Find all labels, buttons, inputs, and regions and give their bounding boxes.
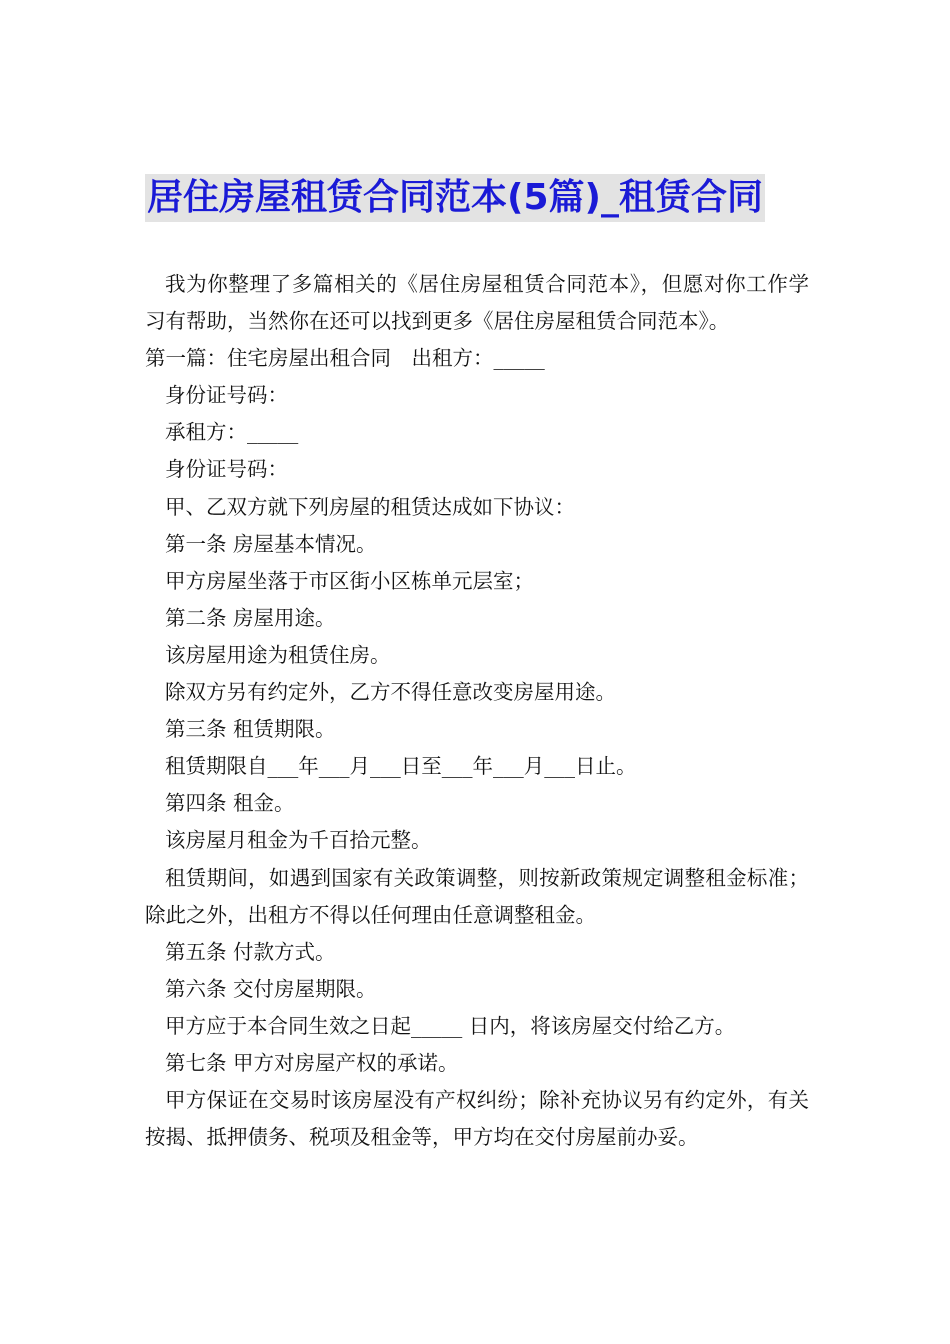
agreement-intro: 甲、乙双方就下列房屋的租赁达成如下协议： <box>165 494 575 519</box>
article-heading: 第五条 付款方式。 <box>165 939 336 964</box>
document-body <box>145 266 809 1156</box>
article-text: 该房屋用途为租赁住房。 <box>165 642 391 667</box>
article-paragraph: 甲方保证在交易时该房屋没有产权纠纷；除补充协议另有约定外，有关按揭、抵押债务、税项及租金等，甲方均在交付房屋前办妥。 <box>145 1088 809 1150</box>
article-heading: 第三条 租赁期限。 <box>165 717 336 742</box>
chapter-heading: 第一篇：住宅房屋出租合同 出租方：_____ <box>145 346 545 371</box>
article-heading: 第四条 租金。 <box>165 791 295 816</box>
article-text: 租赁期限自___年___月___日至___年___月___日止。 <box>165 754 637 779</box>
id-number-line: 身份证号码： <box>165 383 288 408</box>
article-heading: 第二条 房屋用途。 <box>165 605 336 630</box>
id-number-line: 身份证号码： <box>165 457 288 482</box>
article-heading: 第七条 甲方对房屋产权的承诺。 <box>165 1050 459 1075</box>
document-title: 居住房屋租赁合同范本(5篇)_租赁合同 <box>145 174 765 222</box>
article-heading: 第一条 房屋基本情况。 <box>165 531 377 556</box>
article-heading: 第六条 交付房屋期限。 <box>165 976 377 1001</box>
intro-paragraph: 我为你整理了多篇相关的《居住房屋租赁合同范本》，但愿对你工作学习有帮助，当然你在还可以找到更多《居住房屋租赁合同范本》。 <box>145 272 809 334</box>
article-text: 除双方另有约定外，乙方不得任意改变房屋用途。 <box>165 680 616 705</box>
article-text: 甲方房屋坐落于市区街小区栋单元层室； <box>165 568 534 593</box>
tenant-line: 承租方：_____ <box>165 420 299 445</box>
article-text: 该房屋月租金为千百拾元整。 <box>165 828 432 853</box>
article-paragraph: 租赁期间，如遇到国家有关政策调整，则按新政策规定调整租金标准；除此之外，出租方不得以任何理由任意调整租金。 <box>145 865 809 927</box>
article-text: 甲方应于本合同生效之日起_____ 日内，将该房屋交付给乙方。 <box>165 1013 736 1038</box>
